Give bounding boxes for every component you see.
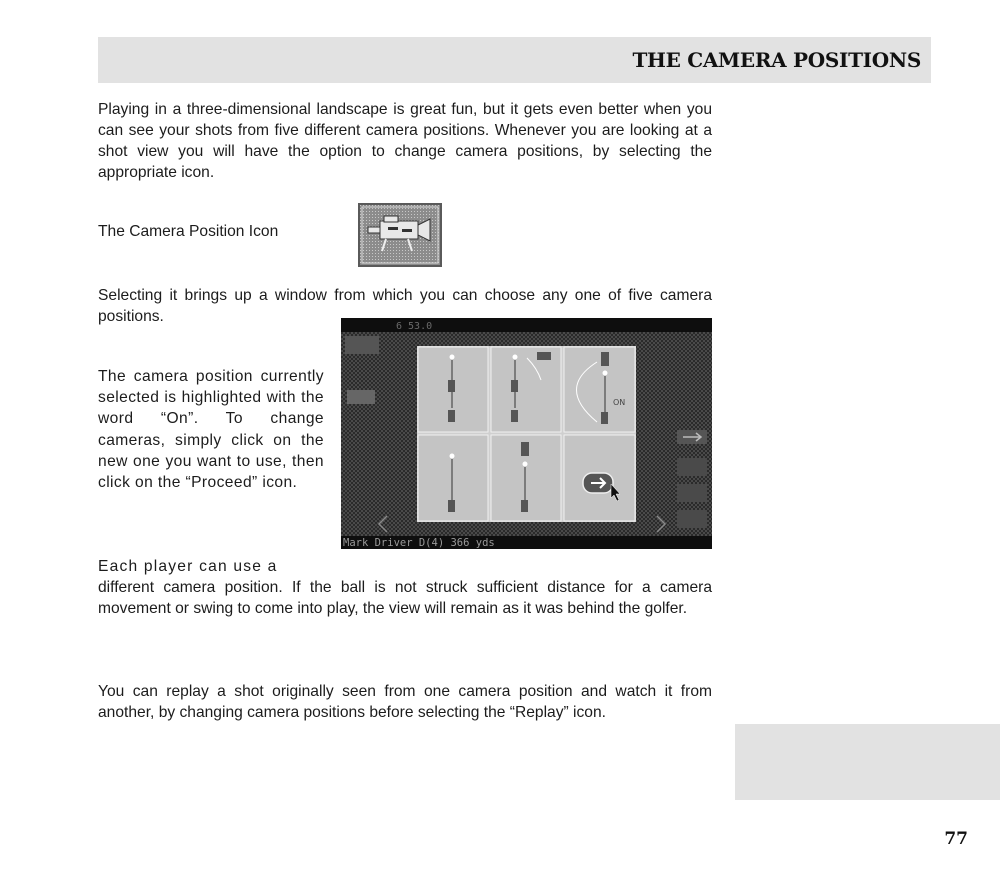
on-label: ON [613, 398, 626, 407]
top-status-text: 6 53.0 [396, 321, 433, 332]
each-player-paragraph: different camera position. If the ball is not struck sufficient distance for a camera movement or swing to come into play, the view will remain as it was behind the golfer. [98, 579, 712, 617]
camera-position-icon [358, 203, 442, 267]
header-band [98, 37, 931, 83]
camera-selection-screenshot [341, 318, 712, 549]
select-paragraph: Selecting it brings up a window from which you can choose any one of five camera positions. [98, 287, 712, 325]
page-title: THE CAMERA POSITIONS [632, 48, 921, 72]
icon-label: The Camera Position Icon [98, 223, 279, 240]
page-number: 77 [944, 829, 968, 849]
highlight-paragraph: The camera position currently selected is highlighted with the word “On”. To change cameras, simply click on the new one you want to use, then click on the “Proceed” icon. [98, 368, 324, 492]
replay-paragraph: You can replay a shot originally seen from one camera position and watch it from another, by changing camera positions before selecting the “Replay” icon. [98, 683, 712, 721]
each-player-line-1: Each player can use a [98, 558, 278, 575]
right-grey-band [735, 724, 1000, 800]
intro-paragraph: Playing in a three-dimensional landscape is great fun, but it gets even better when you can see your shots from five different camera positions. Whenever you are looking at a shot view you will have the option to change camera positions, by selecting the appropriate icon. [98, 101, 712, 181]
bottom-status-text: Mark Driver D(4) 366 yds [343, 537, 495, 549]
